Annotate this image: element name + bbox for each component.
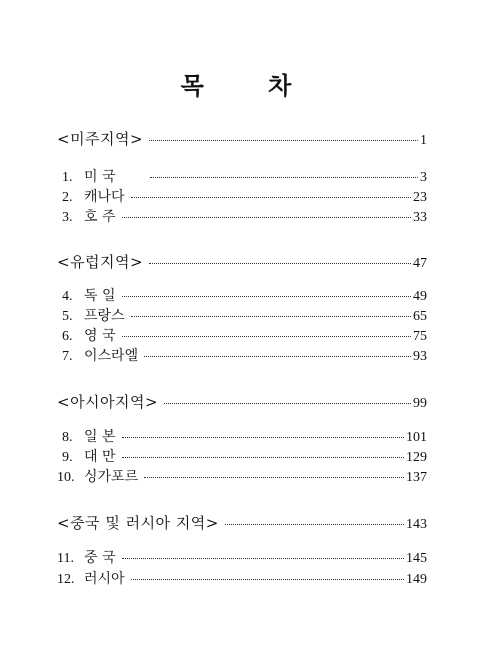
entry-label: 6. 영 국 — [62, 328, 116, 344]
entry-label: 10. 싱가포르 — [57, 469, 139, 485]
page-number: 47 — [413, 256, 427, 271]
dot-leader — [122, 437, 405, 438]
section-label: <아시아지역> — [57, 393, 159, 411]
toc-section-europe[interactable] — [57, 251, 427, 271]
page-number: 75 — [413, 329, 427, 344]
entry-label: 12. 러시아 — [57, 571, 125, 587]
dot-leader — [122, 296, 412, 297]
toc-section-americas[interactable] — [57, 128, 427, 148]
page-number: 93 — [413, 349, 427, 364]
section-label: <미주지역> — [57, 130, 144, 148]
page-number: 1 — [420, 133, 427, 148]
dot-leader — [122, 217, 412, 218]
entry-label: 3. 호 주 — [62, 209, 116, 225]
toc-entry[interactable] — [62, 426, 427, 446]
toc-entry[interactable] — [57, 466, 427, 486]
entry-label: 2. 캐나다 — [62, 189, 125, 205]
toc-entry[interactable] — [62, 285, 427, 305]
dot-leader — [149, 140, 418, 141]
section-label: <유럽지역> — [57, 253, 144, 271]
toc-entry[interactable] — [57, 547, 427, 567]
dot-leader — [131, 316, 411, 317]
toc-entry[interactable] — [62, 325, 427, 345]
page-number: 149 — [406, 572, 427, 587]
dot-leader — [131, 197, 411, 198]
page-number: 101 — [406, 430, 427, 445]
toc-section-china-russia[interactable] — [57, 512, 427, 532]
page-number: 129 — [406, 450, 427, 465]
entry-label: 4. 독 일 — [62, 288, 116, 304]
dot-leader — [122, 457, 405, 458]
page-number: 143 — [406, 517, 427, 532]
page-number: 49 — [413, 289, 427, 304]
page-number: 99 — [413, 396, 427, 411]
toc-entry[interactable] — [62, 305, 427, 325]
dot-leader — [131, 579, 404, 580]
toc-section-asia[interactable] — [57, 391, 427, 411]
entry-label: 5. 프랑스 — [62, 308, 125, 324]
entry-label: 7. 이스라엘 — [62, 348, 139, 364]
dot-leader — [150, 177, 418, 178]
entry-label: 9. 대 만 — [62, 449, 116, 465]
dot-leader — [122, 336, 412, 337]
dot-leader — [164, 403, 411, 404]
dot-leader — [149, 263, 411, 264]
dot-leader — [122, 558, 405, 559]
toc-entry[interactable] — [62, 206, 427, 226]
toc-entry[interactable] — [62, 166, 427, 186]
entry-label: 8. 일 본 — [62, 429, 116, 445]
toc-entry[interactable] — [62, 345, 427, 365]
page-number: 137 — [406, 470, 427, 485]
page-number: 23 — [413, 190, 427, 205]
dot-leader — [144, 356, 411, 357]
page-number: 65 — [413, 309, 427, 324]
section-label: <중국 및 러시아 지역> — [57, 514, 219, 532]
page-number: 145 — [406, 551, 427, 566]
toc-entry[interactable] — [62, 446, 427, 466]
page-title: 목 차 — [180, 71, 320, 100]
toc-entry[interactable] — [62, 186, 427, 206]
entry-label: 1. 미 국 — [62, 169, 116, 185]
page-number: 33 — [413, 210, 427, 225]
dot-leader — [225, 524, 404, 525]
entry-label: 11. 중 국 — [57, 550, 116, 566]
page-number: 3 — [420, 170, 427, 185]
dot-leader — [144, 477, 404, 478]
toc-entry[interactable] — [57, 568, 427, 588]
